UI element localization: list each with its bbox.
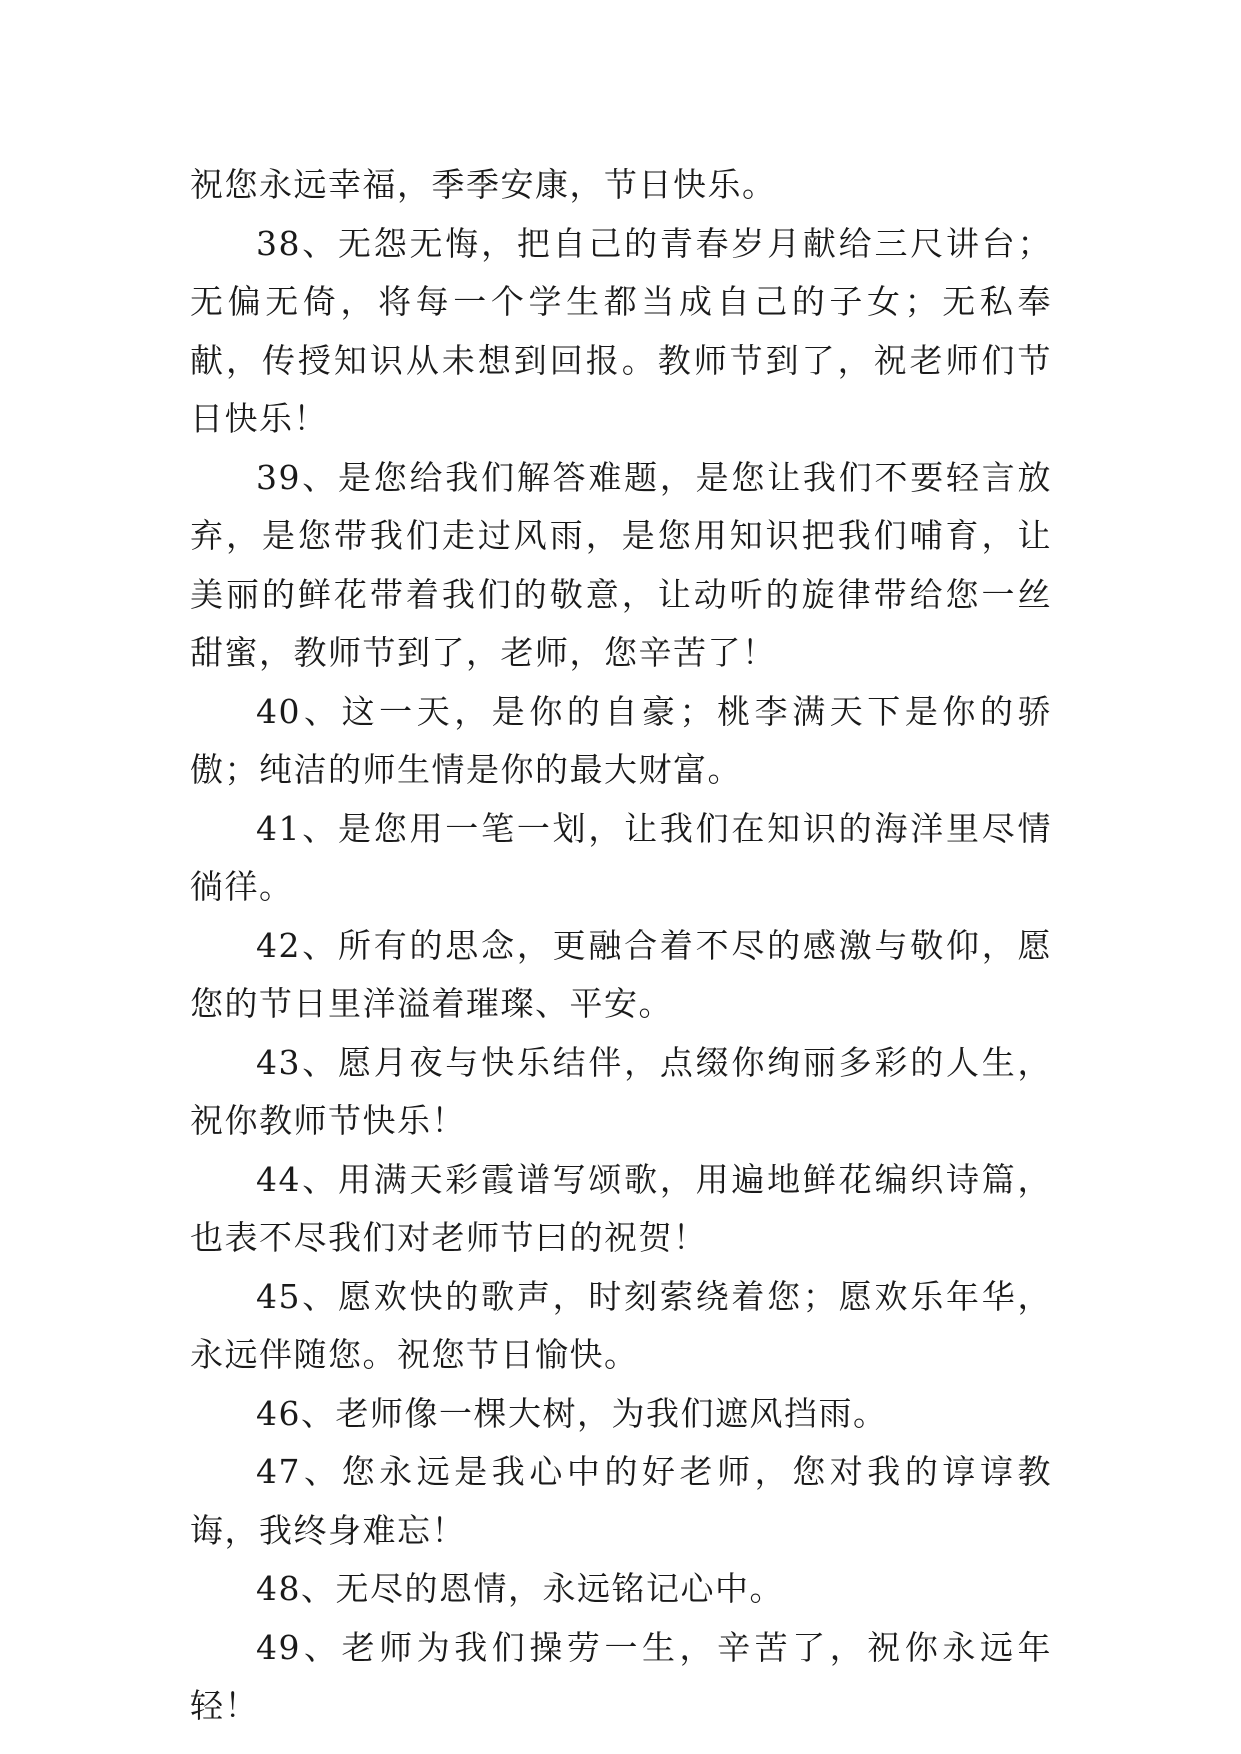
paragraph-49: 49、老师为我们操劳一生，辛苦了，祝你永远年轻！ — [190, 1627, 1052, 1725]
document-body — [190, 156, 1052, 1736]
paragraph-40: 40、这一天，是你的自豪；桃李满天下是你的骄傲；纯洁的师生情是你的最大财富。 — [190, 691, 1052, 789]
paragraph-47: 47、您永远是我心中的好老师，您对我的谆谆教诲，我终身难忘！ — [190, 1452, 1052, 1550]
paragraph-48: 48、无尽的恩情，永远铭记心中。 — [256, 1569, 784, 1608]
paragraph-44: 44、用满天彩霞谱写颂歌，用遍地鲜花编织诗篇，也表不尽我们对老师节曰的祝贺！ — [190, 1159, 1052, 1257]
paragraph-38: 38、无怨无悔，把自己的青春岁月献给三尺讲台；无偏无倚，将每一个学生都当成自己的子女；无私奉献，传授知识从未想到回报。教师节到了，祝老师们节日快乐！ — [190, 223, 1052, 438]
paragraph-46: 46、老师像一棵大树，为我们遮风挡雨。 — [256, 1393, 888, 1433]
paragraph-41: 41、是您用一笔一划，让我们在知识的海洋里尽情徜徉。 — [190, 808, 1052, 906]
paragraph-43: 43、愿月夜与快乐结伴，点缀你绚丽多彩的人生，祝你教师节快乐！ — [190, 1042, 1052, 1140]
paragraph-continuation: 祝您永远幸福，季季安康，节日快乐。 — [190, 165, 777, 204]
paragraph-45: 45、愿欢快的歌声，时刻萦绕着您；愿欢乐年华，永远伴随您。祝您节日愉快。 — [190, 1276, 1052, 1374]
paragraph-39: 39、是您给我们解答难题，是您让我们不要轻言放弃，是您带我们走过风雨，是您用知识把我们哺育，让美丽的鲜花带着我们的敬意，让动听的旋律带给您一丝甜蜜，教师节到了，老师，您辛苦了！ — [190, 457, 1052, 672]
paragraph-42: 42、所有的思念，更融合着不尽的感激与敬仰，愿您的节日里洋溢着璀璨、平安。 — [190, 925, 1052, 1023]
